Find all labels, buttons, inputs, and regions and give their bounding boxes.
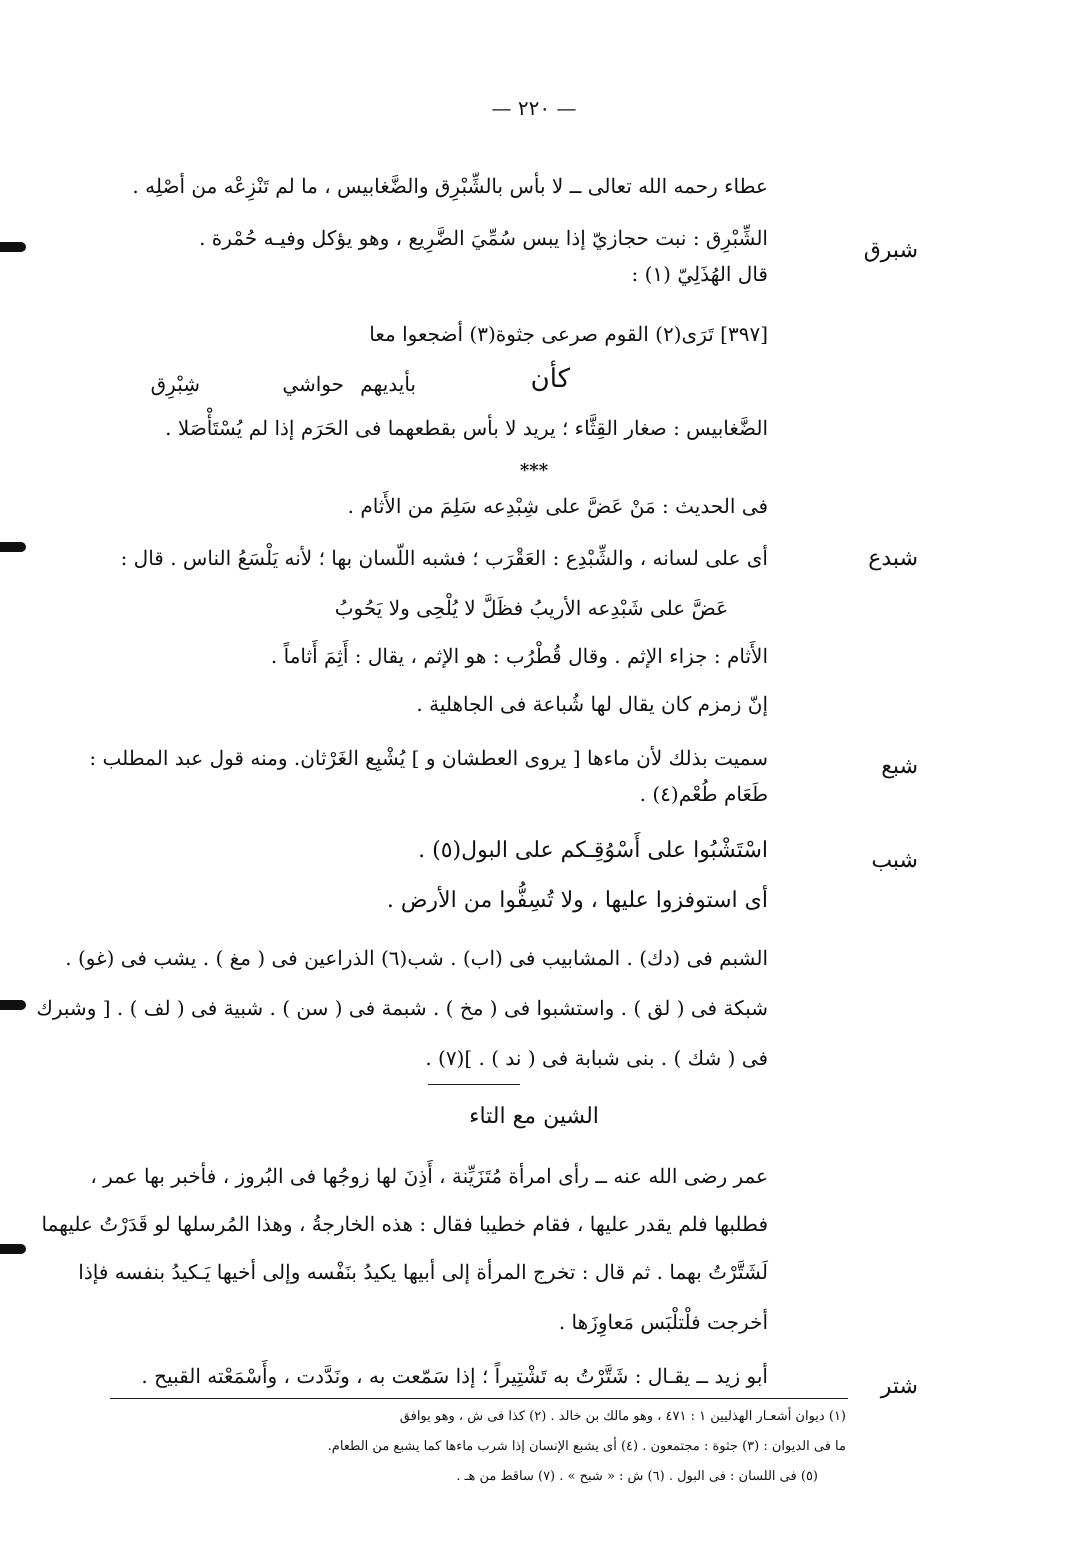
verse-word: كأن (530, 364, 570, 394)
margin-headword: شبدع (868, 546, 918, 571)
footnote-line: (٥) فى اللسان : فى البول . (٦) ش : « شبح » . (٧) ساقط من هـ . (456, 1469, 818, 1484)
verse-line: [٣٩٧] تَرَى(٢) القوم صرعى جثوة(٣) أضجعوا معا (369, 322, 768, 346)
text-line: عمر رضى الله عنه ــ رأى امرأة مُتَزَيِّنة ، أَذِنَ لها زوجُها فى البُروز ، فأخبر بها عمر ، (90, 1164, 768, 1188)
margin-headword: شبرق (863, 238, 918, 263)
text-line: إنّ زمزم كان يقال لها شُباعة فى الجاهلية . (416, 692, 768, 716)
text-line: الضَّغابيس : صغار القِثَّاء ؛ يريد لا بأس بقطعهما فى الحَرَم إذا لم يُسْتَأْصَلا . (165, 416, 768, 440)
scan-edge-mark (0, 1000, 26, 1010)
text-line: الأَثام : جزاء الإثم . وقال قُطْرُب : هو الإثم ، يقال : أَثِمَ أَثاماً . (270, 644, 768, 668)
separator-stars: *** (519, 460, 549, 481)
verse-line: عَضَّ على شَبْدِعه الأريبُ فظَلَّ لا يُلْحِى ولا يَحُوبُ (334, 596, 728, 620)
margin-headword: شبع (881, 754, 918, 779)
margin-headword: شبب (871, 848, 918, 873)
text-line: لَشَتَّرْتُ بهما . ثم قال : تخرج المرأة إلى أبيها يكيدُ بنَفْسه وإلى أخيها يَـكيدُ بنفسه فإذا (78, 1260, 768, 1284)
text-line: سميت بذلك لأن ماءها [ يروى العطشان و ] يُشْبِع الغَرْثان. ومنه قول عبد المطلب : (89, 746, 768, 770)
section-heading: الشين مع التاء (469, 1104, 599, 1129)
verse-word: بأيديهم (360, 372, 416, 396)
text-line: فى ( شك ) . بنى شبابة فى ( ند ) . ](٧) . (425, 1046, 768, 1070)
margin-headword: شتر (880, 1374, 918, 1399)
verse-word: حواشي (282, 372, 344, 396)
text-line: أخرجت فلْتلْبَس مَعاوِزَها . (558, 1310, 768, 1334)
text-line: أبو زيد ــ يقـال : شَتَّرْتُ به تَشْتِيراً ؛ إذا سَمّعت به ، ونَدَّدت ، وأَسْمَعْته القبيح . (141, 1364, 768, 1388)
scan-edge-mark (0, 242, 26, 252)
text-line: الشِّبْرِق : نبت حجازيّ إذا يبس سُمِّيَ الضَّرِيع ، وهو يؤكل وفيـه حُمْرة . (199, 226, 768, 250)
text-line: عطاء رحمه الله تعالى ــ لا بأس بالشِّبْرِق والضَّغابيس ، ما لم تَنْزِعْه من أصْلِه . (132, 174, 768, 198)
section-rule (428, 1084, 520, 1085)
text-line: أى على لسانه ، والشِّبْدِع : العَقْرَب ؛ فشبه اللّسان بها ؛ لأنه يَلْسَعُ الناس . قال : (120, 546, 768, 570)
text-line: فطلبها فلم يقدر عليها ، فقام خطيبا فقال : هذه الخارجةُ ، وهذا المُرسلها لو قَدَرْتُ عليهما (41, 1212, 768, 1236)
text-line: فى الحديث : مَنْ عَضَّ على شِبْدِعه سَلِمَ من الأَثام . (347, 494, 768, 518)
footnote-line: (١) ديوان أشعـار الهذليين ١ : ٤٧١ ، وهو مالك بن خالد . (٢) كذا فى ش ، وهو يوافق (399, 1409, 846, 1424)
text-line: الشبم فى (دك) . المشابيب فى (اب) . شب(٦) الذراعين فى ( مغ ) . يشب فى (غو) . (65, 946, 768, 970)
footnote-rule (110, 1398, 848, 1399)
scan-edge-mark (0, 1244, 26, 1254)
text-line: اسْتَشْبُوا على أَسْوُقِـكم على البول(٥) . (418, 838, 768, 863)
text-line: طَعَام طُعْم(٤) . (639, 782, 768, 806)
text-line: شبكة فى ( لق ) . واستشبوا فى ( مخ ) . شبمة فى ( سن ) . شبية فى ( لف ) . [ وشبرك (36, 996, 768, 1020)
text-line: قال الهُذَلِيّ (١) : (631, 262, 768, 286)
page-number: — ٢٢٠ — (491, 96, 577, 120)
verse-word: شِبْرِق (150, 372, 200, 396)
footnote-line: ما فى الديوان : (٣) جثوة : مجتمعون . (٤) أى يشبع الإنسان إذا شرب ماءها كما يشبع من الطعام. (327, 1439, 846, 1454)
text-line: أى استوفزوا عليها ، ولا تُسِفُّوا من الأرض . (386, 888, 768, 913)
scan-edge-mark (0, 542, 26, 552)
